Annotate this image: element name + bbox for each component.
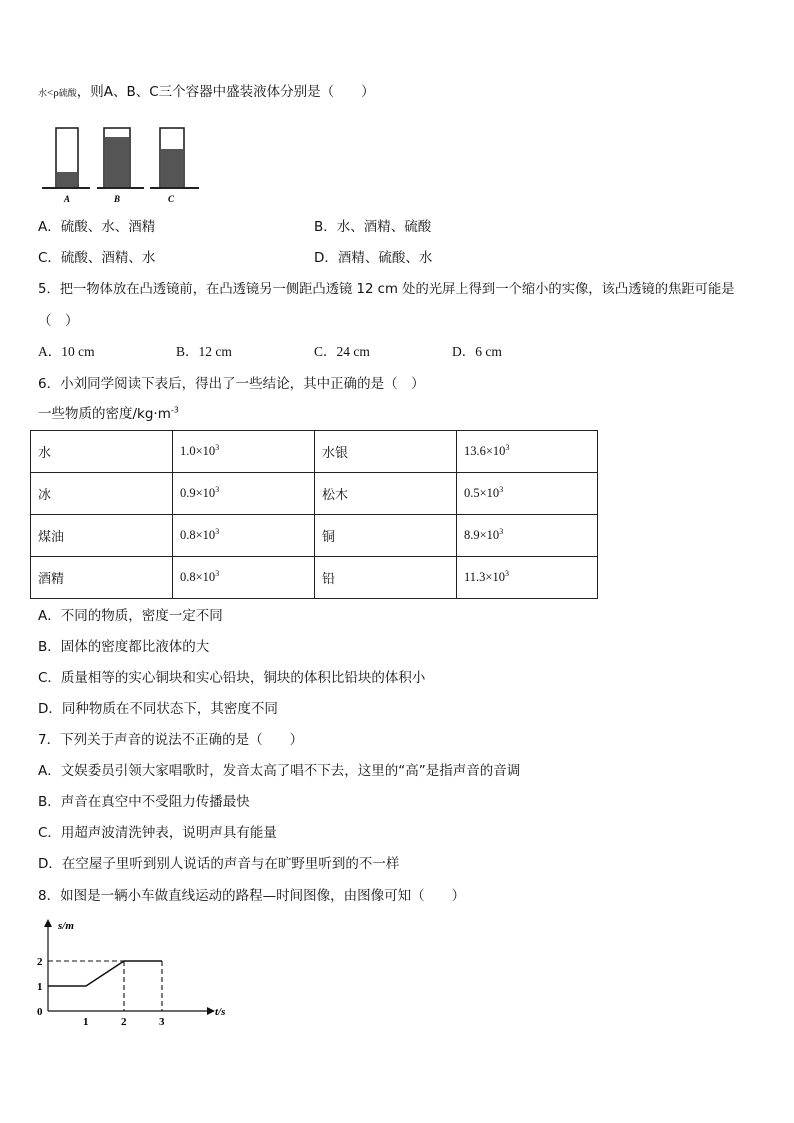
table-row [31, 431, 598, 473]
q5-option-a: A．10 cm [38, 344, 95, 359]
q7-stem: 7．下列关于声音的说法不正确的是（ ） [38, 732, 304, 748]
q6-option-a: A．不同的物质，密度一定不同 [38, 608, 223, 624]
container-label-b: B [114, 194, 121, 204]
x-tick-label: 3 [159, 1016, 165, 1028]
substance-cell: 松木 [315, 473, 457, 515]
q7-option-b: B．声音在真空中不受阻力传播最快 [38, 794, 250, 810]
q6-table-title-text: 一些物质的密度/kg·m [38, 406, 171, 422]
x-tick-label: 2 [121, 1016, 127, 1028]
q4-option-c: C．硫酸、酒精、水 [38, 250, 156, 266]
substance-cell: 煤油 [31, 515, 173, 557]
q6-option-c: C．质量相等的实心铜块和实心铅块，铜块的体积比铅块的体积小 [38, 670, 426, 686]
q5-option-b: B．12 cm [176, 344, 232, 359]
y-tick-label: 1 [37, 981, 43, 993]
q4-option-d: D．酒精、硫酸、水 [314, 250, 433, 266]
container-a [42, 128, 90, 204]
q4-option-a: A．硫酸、水、酒精 [38, 219, 156, 235]
container-c [150, 128, 199, 204]
q7-option-c: C．用超声波清洗钟表，说明声具有能量 [38, 825, 277, 841]
q7-option-a: A．文娱委员引领大家唱歌时，发音太高了唱不下去，这里的“高”是指声音的音调 [38, 763, 521, 779]
substance-cell: 铅 [315, 557, 457, 599]
q5-option-c: C．24 cm [314, 344, 370, 359]
density-cell: $13.6\times 10^3$ [457, 431, 598, 473]
q4-intro [38, 83, 375, 103]
container-label-a: A [64, 194, 71, 204]
container-b [97, 128, 144, 204]
x-tick-label: 1 [83, 1016, 89, 1028]
density-cell: $0.9\times 10^3$ [173, 473, 315, 515]
density-cell: $11.3\times 10^3$ [457, 557, 598, 599]
density-cell: $0.5\times 10^3$ [457, 473, 598, 515]
origin-label: 0 [37, 1006, 43, 1018]
q6-option-d: D．同种物质在不同状态下，其密度不同 [38, 701, 278, 717]
q5-paren: （ ） [38, 313, 79, 329]
x-axis-label: t/s [215, 1006, 226, 1018]
substance-cell: 冰 [31, 473, 173, 515]
q6-table-title [38, 405, 179, 423]
q7-option-d: D．在空屋子里听到别人说话的声音与在旷野里听到的不一样 [38, 856, 400, 872]
table-row [31, 515, 598, 557]
substance-cell: 水银 [315, 431, 457, 473]
density-cell: $8.9\times 10^3$ [457, 515, 598, 557]
substance-cell: 酒精 [31, 557, 173, 599]
q5-option-d: D．6 cm [452, 344, 502, 359]
q4-intro-rho: <ρ [47, 87, 59, 99]
distance-time-chart [28, 915, 238, 1030]
substance-cell: 水 [31, 431, 173, 473]
density-table [30, 430, 598, 599]
q8-stem: 8．如图是一辆小车做直线运动的路程—时间图像，由图像可知（ ） [38, 888, 466, 904]
q6-table-title-exp: -3 [170, 405, 179, 415]
density-cell: $0.8\times 10^3$ [173, 557, 315, 599]
series-line [48, 961, 162, 986]
q5-stem: 5．把一物体放在凸透镜前，在凸透镜另一侧距凸透镜 12 cm 处的光屏上得到一个缩小的实像，该凸透镜的焦距可能是 [38, 282, 735, 297]
y-axis-label: s/m [58, 920, 74, 932]
q4-intro-text: ，则A、B、C三个容器中盛装液体分别是（ ） [76, 84, 375, 100]
table-row [31, 473, 598, 515]
q4-intro-small-water: 水 [38, 89, 48, 99]
table-row [31, 557, 598, 599]
container-label-c: C [168, 194, 175, 204]
substance-cell: 铜 [315, 515, 457, 557]
q6-stem: 6．小刘同学阅读下表后，得出了一些结论，其中正确的是（ ） [38, 376, 425, 392]
density-cell: $1.0\times 10^3$ [173, 431, 315, 473]
q4-intro-small-acid: 硫酸 [58, 89, 77, 99]
q4-option-b: B．水、酒精、硫酸 [314, 219, 432, 235]
containers-figure [42, 124, 202, 206]
y-tick-label: 2 [37, 956, 43, 968]
q6-option-b: B．固体的密度都比液体的大 [38, 639, 210, 655]
density-cell: $0.8\times 10^3$ [173, 515, 315, 557]
